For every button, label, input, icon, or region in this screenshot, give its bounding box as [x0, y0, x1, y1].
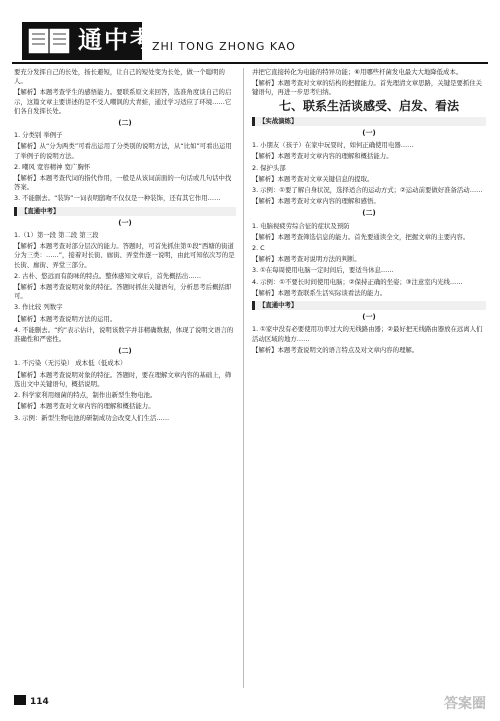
block-label: 【直通中考】 [252, 301, 486, 310]
answer-paragraph: 【解析】本题考查学生的感悟能力。要联系原文来回答，选准角度谈自己的启示，这篇文章主要讲述的是不受人嘲讽的大青蛙，通过学习适应了环境……它们各自发挥长处。 [14, 88, 232, 115]
subsection-heading: (一) [362, 313, 376, 322]
book-icon [26, 24, 72, 58]
right-body-text [252, 117, 486, 355]
subsection-heading: (二) [362, 209, 376, 218]
brand-pinyin: ZHI TONG ZHONG KAO [152, 40, 296, 53]
answer-paragraph: 要充分发挥自己的长处，扬长避短，让自己的短处变为长处，做一个聪明的人。 [14, 68, 225, 86]
answer-paragraph: 1.（1）第一段 第二段 第三段 [14, 231, 99, 240]
answer-paragraph: 1. 不污染（无污染） 成本低（低成本） [14, 359, 127, 368]
answer-paragraph: 2. 科学家利用细菌的特点，制作出新型生物电池。 [14, 391, 157, 400]
answer-paragraph: 1. 电脑视疲劳综合征的症状及预防 [252, 221, 350, 230]
answer-paragraph: 【解析】本题考查对文章内容的理解和概括能力。 [252, 152, 393, 161]
subsection-heading: (一) [118, 218, 132, 227]
answer-paragraph: 3. 不能删去。“装饰”一词表明鸱吻不仅仅是一种装饰，还有其它作用…… [14, 194, 221, 203]
answer-paragraph: 【解析】本题考查代词的指代作用，一般是从该词前面的一句话或几句话中找答案。 [14, 174, 232, 192]
answer-paragraph: 【解析】本题考查对文章内容的理解和概括能力。 [14, 402, 155, 411]
watermark-logo: 答案圈 [444, 696, 486, 712]
answer-paragraph: 3. 示例：①要了解自身状况，选择适合的运动方式；②运动前要做好准备活动…… [252, 186, 483, 195]
header-rule [12, 62, 488, 64]
answer-paragraph: 【解析】本题考查对文章内容的理解和感悟。 [252, 197, 380, 206]
answer-paragraph: 【解析】本题考查对文章的结构的把握能力。首先理清文章思路，关键是要抓住关键语句，再进一步思考归纳。 [252, 79, 483, 97]
answer-paragraph: 1. 分类别 举例子 [14, 131, 63, 140]
page-number: 114 [30, 697, 49, 707]
right-top-text [252, 68, 486, 98]
section-title: 七、联系生活谈感受、启发、看法 [278, 98, 459, 113]
answer-paragraph: 【解析】本题考查说明文的语言特点及对文章内容的理解。 [252, 345, 419, 354]
page-header [0, 0, 500, 66]
page-number-marker [14, 695, 26, 705]
answer-paragraph: 2. C [252, 244, 265, 253]
subsection-heading: (二) [118, 347, 132, 356]
subsection-heading: (二) [118, 119, 132, 128]
answer-paragraph: 【解析】本题考查说明对象的特征。答题时，要在理解文章内容的基础上，筛选出文中关键语句，概括说明。 [14, 370, 232, 388]
block-label: 【实战演练】 [252, 117, 486, 126]
answer-paragraph: 3. 示例：新型生物电池的研制成功会改变人们生活…… [14, 413, 170, 422]
answer-paragraph: 【解析】本题考查联系生活实际谈看法的能力。 [252, 288, 387, 297]
block-label: 【直通中考】 [14, 207, 236, 216]
answer-paragraph: 3. ①在每周使用电脑一定时间后，要适当休息…… [252, 266, 394, 275]
right-column [252, 68, 486, 357]
answer-paragraph: 2. 嘲风 宽容精神 宽广胸怀 [14, 162, 91, 171]
answer-paragraph: 【解析】本题考查说明方法的运用。 [14, 314, 117, 323]
answer-paragraph: 2. 保护头部 [252, 163, 286, 172]
answer-paragraph: 【解析】本题考查对部分层次的能力。答题时，可首先抓住第①段“西塘的街道分为三类：……”，接着对长街、廊街、弄堂作逐一说明，由此可知依次写的是长街、廊街、弄堂三部分。 [14, 242, 235, 269]
answer-paragraph: 【解析】本题考查对说明方法的判断。 [252, 255, 361, 264]
answer-paragraph: 2. 古朴、悠远而有韵味的特点。整体感知文章后，首先概括出…… [14, 271, 202, 280]
answer-paragraph: 【解析】本题考查对文章关键信息的提取。 [252, 174, 374, 183]
left-column [14, 68, 236, 425]
answer-paragraph: 并把它直接转化为电能的特异功能；⑥用哪些杆菌发电最大大地降低成本。 [252, 68, 463, 76]
answer-paragraph: 1. 小朋友（孩子）在家中玩耍时，如何正确使用电器…… [252, 141, 414, 150]
answer-paragraph: 3. 作比较 列数字 [14, 303, 63, 312]
brand-title: 通中考 [78, 25, 156, 54]
answer-paragraph: 【解析】从“分为两类”可看出运用了分类别的说明方法，从“比如”可看出运用了举例子的说明方法。 [14, 142, 232, 160]
answer-paragraph: 4. 不能删去。“约”表示估计，说明该数字并非精确数据，体现了说明文语言的准确性和严密性。 [14, 325, 234, 344]
answer-paragraph: 4. 示例：①不要长时间使用电脑；②保持正确的坐姿；③注意室内光线…… [252, 277, 463, 286]
subsection-heading: (一) [362, 129, 376, 138]
answer-paragraph: 【解析】本题考查筛选信息的能力。首先要通读全文，把握文章的主要内容。 [252, 232, 470, 241]
answer-paragraph: 1. ①家中没有必要使用功率过大的无线路由器；②最好把无线路由器放在远离人们活动区域的地方…… [252, 325, 483, 343]
column-divider [243, 68, 244, 688]
answer-paragraph: 【解析】本题考查说明对象的特征。答题时抓住关键语句，分析思考后概括即可。 [14, 283, 232, 301]
